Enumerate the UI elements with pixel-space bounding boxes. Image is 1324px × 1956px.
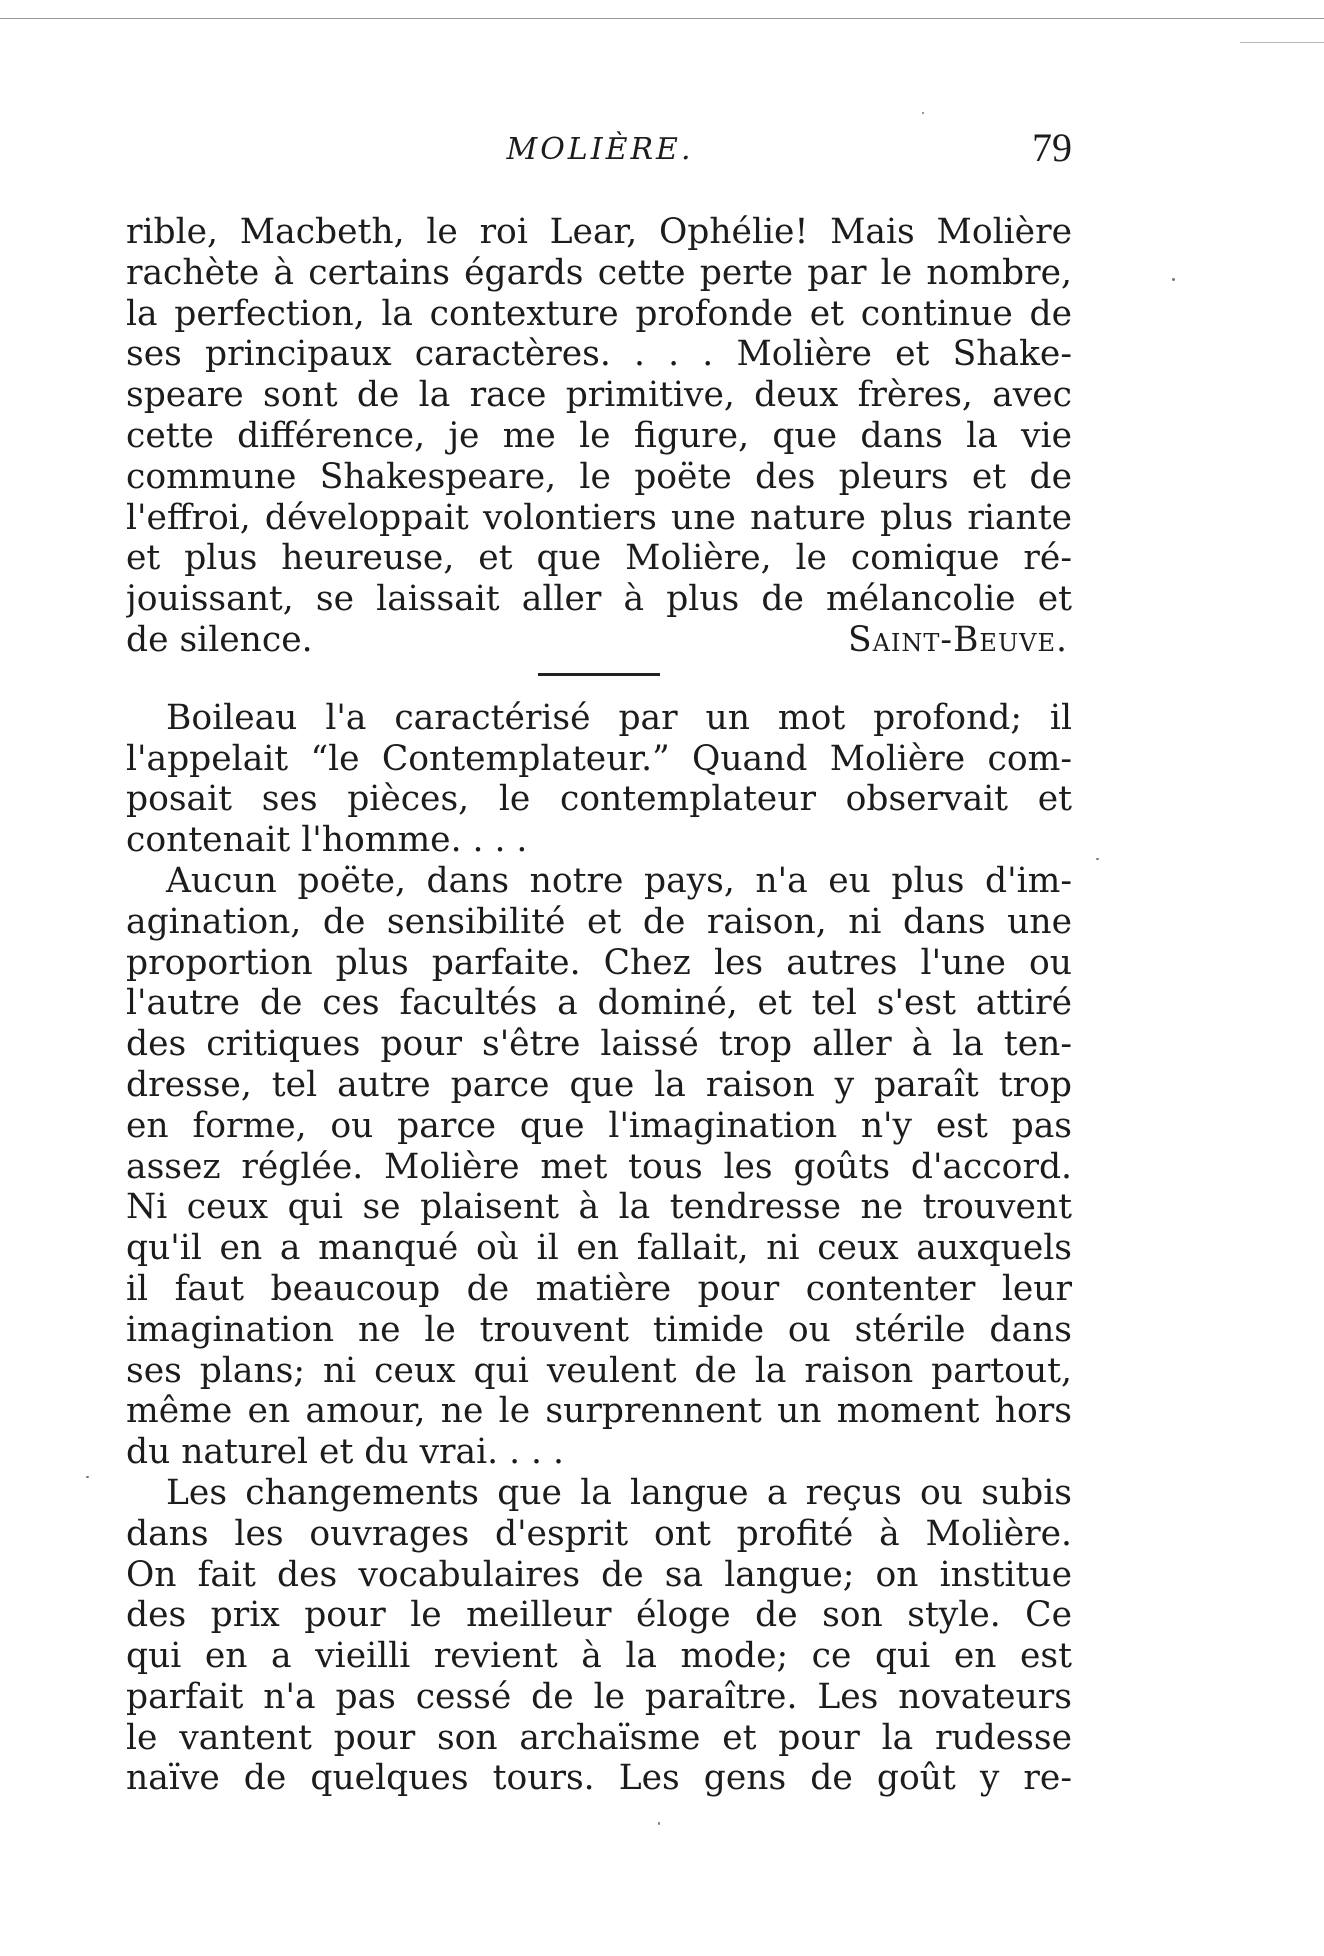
paragraph-line: posait ses pièces, le contemplateur observait et	[126, 779, 1072, 820]
quote-signature: Saint-Beuve.	[847, 619, 1068, 660]
scan-edge-line	[0, 18, 1324, 19]
paragraph-line: naïve de quelques tours. Les gens de goût y re-	[126, 1758, 1072, 1799]
quote-line: rachète à certains égards cette perte par le nombre,	[126, 252, 1072, 293]
quote-last-line	[126, 620, 1072, 661]
paragraph-line: agination, de sensibilité et de raison, ni dans une	[126, 901, 1072, 942]
paragraph-line: qu'il en a manqué où il en fallait, ni ceux auxquels	[126, 1228, 1072, 1269]
quote-line: rible, Macbeth, le roi Lear, Ophélie! Mais Molière	[126, 212, 1072, 252]
quote-line: ses principaux caractères. . . . Molière et Shake-	[126, 334, 1072, 375]
scan-speck	[86, 1476, 89, 1478]
paragraph-line: Ni ceux qui se plaisent à la tendresse ne trouvent	[126, 1187, 1072, 1228]
quote-line: commune Shakespeare, le poëte des pleurs et de	[126, 456, 1072, 497]
paragraph-line: parfait n'a pas cessé de le paraître. Les novateurs	[126, 1676, 1072, 1717]
paragraph-line: imagination ne le trouvent timide ou stérile dans	[126, 1309, 1072, 1350]
scan-speck	[1096, 858, 1099, 860]
scan-edge-line-right	[1240, 42, 1324, 43]
paragraph-line: l'autre de ces facultés a dominé, et tel s'est attiré	[126, 983, 1072, 1024]
page-header	[128, 124, 1072, 174]
paragraph-line: Aucun poëte, dans notre pays, n'a eu plus d'im-	[166, 860, 1072, 901]
paragraph-line: ses plans; ni ceux qui veulent de la raison partout,	[126, 1350, 1072, 1391]
paragraph-line: le vantent pour son archaïsme et pour la rudesse	[126, 1717, 1072, 1758]
quote-line: et plus heureuse, et que Molière, le comique ré-	[126, 538, 1072, 579]
paragraph-line: qui en a vieilli revient à la mode; ce qui en est	[126, 1636, 1072, 1677]
quote-line: jouissant, se laissait aller à plus de mélancolie et	[126, 579, 1072, 620]
page-body	[126, 212, 1072, 1799]
paragraph-line: des prix pour le meilleur éloge de son style. Ce	[126, 1595, 1072, 1636]
paragraph-line: du naturel et du vrai. . . .	[126, 1432, 564, 1473]
scan-speck	[658, 1822, 660, 1825]
paragraph-line: assez réglée. Molière met tous les goûts d'accord.	[126, 1146, 1072, 1187]
paragraph-line: Les changements que la langue a reçus ou subis	[166, 1472, 1072, 1513]
quote-line: l'effroi, développait volontiers une nature plus riante	[126, 497, 1072, 538]
paragraph-line: des critiques pour s'être laissé trop aller à la ten-	[126, 1024, 1072, 1065]
quote-line: cette différence, je me le figure, que dans la vie	[126, 415, 1072, 456]
paragraph-line: il faut beaucoup de matière pour contenter leur	[126, 1268, 1072, 1309]
quote-line: speare sont de la race primitive, deux frères, avec	[126, 375, 1072, 416]
paragraph-line: Boileau l'a caractérisé par un mot profond; il	[166, 697, 1072, 738]
paragraph-line: l'appelait “le Contemplateur.” Quand Molière com-	[126, 738, 1072, 779]
paragraph-line: contenait l'homme. . . .	[126, 820, 528, 861]
paragraph-line: proportion plus parfaite. Chez les autres l'une ou	[126, 942, 1072, 983]
scan-speck	[1172, 278, 1175, 281]
paragraph-line: On fait des vocabulaires de sa langue; on institue	[126, 1554, 1072, 1595]
quote-block	[126, 212, 1072, 661]
paragraph-1	[126, 698, 1072, 861]
section-separator	[538, 673, 660, 676]
paragraph-line: même en amour, ne le surprennent un moment hors	[126, 1391, 1072, 1432]
paragraph-2	[126, 861, 1072, 1473]
scan-speck	[922, 112, 924, 114]
running-title: MOLIÈRE.	[506, 132, 694, 167]
paragraph-line: dresse, tel autre parce que la raison y paraît trop	[126, 1064, 1072, 1105]
quote-line-end: de silence.	[126, 619, 313, 660]
page-number: 79	[1032, 125, 1072, 170]
quote-line: la perfection, la contexture profonde et continue de	[126, 293, 1072, 334]
paragraph-line: dans les ouvrages d'esprit ont profité à Molière.	[126, 1513, 1072, 1554]
paragraph-line: en forme, ou parce que l'imagination n'y est pas	[126, 1105, 1072, 1146]
paragraph-3	[126, 1473, 1072, 1799]
